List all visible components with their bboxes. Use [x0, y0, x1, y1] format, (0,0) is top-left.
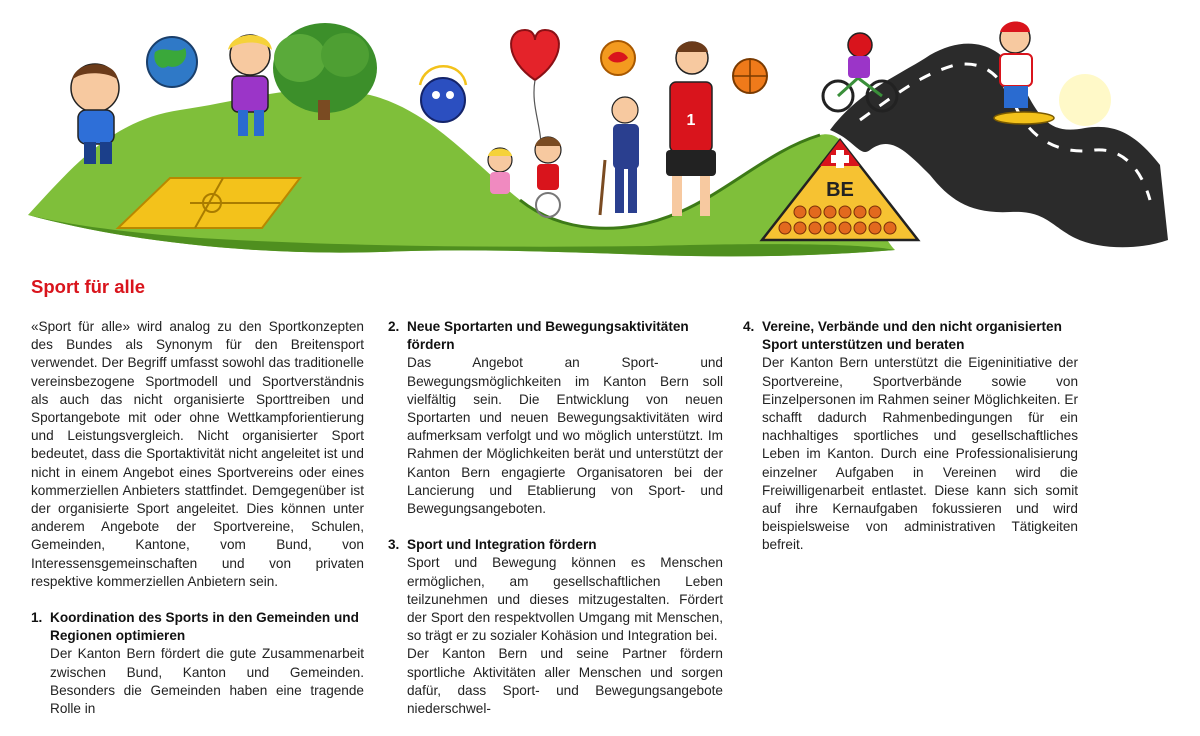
list-item-number: 2. [388, 319, 400, 334]
pyramid-label: BE [826, 179, 854, 201]
list-item-title: Sport und Integration fördern [407, 537, 597, 553]
boy-icon [71, 64, 119, 164]
list-item-title: Vereine, Verbände und den nicht organisierten Sport unterstützen und beraten [762, 319, 1062, 353]
list-item-body: Sport und Bewegung können es Menschen ermöglichen, am gesellschaftlichen Leben teilzunehmen und dieses mitzugestalten. Fördert der Sport den respektvollen Umgang mit Menschen, so trägt er zu sozialer Kohäsion und Integration bei. [407, 555, 723, 644]
list-item-number: 1. [31, 610, 43, 626]
globe-icon [147, 37, 197, 87]
list-item-number: 4. [743, 319, 755, 334]
column-2 [388, 318, 723, 736]
senior-icon [600, 97, 639, 215]
sun-glow-icon [1059, 74, 1111, 126]
jersey-number: 1 [686, 112, 696, 129]
list-item-4 [743, 318, 1078, 555]
column-1 [31, 318, 364, 736]
list-item-1 [31, 609, 364, 718]
section-title: Sport für alle [31, 276, 146, 297]
sport-logo-ball-icon [601, 41, 635, 75]
grass-hill-icon [28, 90, 895, 257]
list-item-number: 3. [388, 537, 400, 553]
list-item-2 [388, 318, 723, 518]
list-item-body: Der Kanton Bern unterstützt die Eigeninitiative der Sportvereine, Sportverbände sowie von Einzelpersonen im Rahmen seiner Möglichkeiten. Er schafft dadurch Rahmenbedingungen für ein nachhaltiges sportliches und gesellschaftliches Leben im Kanton. Durch eine Professionalisierung einzelner Aufgaben in Vereinen wird die Freiwilligenarbeit entlastet. Diese kann sich somit auf ihre Kernaufgaben fokussieren und wird beispielsweise von administrativen Tätigkeiten befreit. [762, 355, 1078, 553]
list-item-title: Neue Sportarten und Bewegungsaktivitäten fördern [407, 319, 689, 353]
list-item-body-continued: Der Kanton Bern und seine Partner fördern sportliche Aktivitäten aller Menschen und sorgen dafür, dass Sport- und Bewegungsangebote niederschwel- [407, 646, 723, 717]
list-item-body: Das Angebot an Sport- und Bewegungsmöglichkeiten im Kanton Bern soll vielfältig sein. Die Entwicklung von neuen Sportarten und neuen Bewegungsaktivitäten wird aufmerksam verfolgt und wo möglich unterstützt. Im Rahmen der Möglichkeiten berät und unterstützt der Kanton Bern engagierte Organisatoren bei der Lancierung und Etablierung von Sport- und Bewegungsangeboten. [407, 355, 723, 517]
column-3 [743, 318, 1078, 573]
illustration-banner [0, 0, 1200, 270]
list-item-body: Der Kanton Bern fördert die gute Zusammenarbeit zwischen Bund, Kanton und Gemeinden. Besonders die Gemeinden haben eine tragende Rolle in [50, 646, 364, 717]
basketball-icon [733, 59, 767, 93]
list-item-title: Koordination des Sports in den Gemeinden und Regionen optimieren [50, 610, 359, 644]
intro-paragraph: «Sport für alle» wird analog zu den Sportkonzepten des Bundes als Synonym für den Breitensport verwendet. Der Begriff umfasst sowohl das traditionelle vereinsbezogene Sportmodell und Sportverständnis als auch das nicht organisierte Sporttreiben und Sportangebote mit oder ohne Wettkampforientierung und Leistungsvergleich. Nicht organisierter Sport bedeutet, dass die Sportaktivität nicht angeleitet ist und nicht in einem Angebot eines Sportvereins oder eines kommerziellen Anbieters stattfindet. Demgegenüber ist der organisierte Sport angeleitet. Dies können unter anderem Angebote der Sportvereine, Schulen, Gemeinden, Kantone, vom Bund, von Interessensgemeinschaften und von privaten respektive kommerziellen Anbietern sein. [31, 319, 364, 589]
banner-svg [0, 0, 1200, 270]
basketball-player-icon [666, 42, 716, 217]
list-item-3 [388, 536, 723, 718]
ball-creature-icon [420, 66, 466, 122]
